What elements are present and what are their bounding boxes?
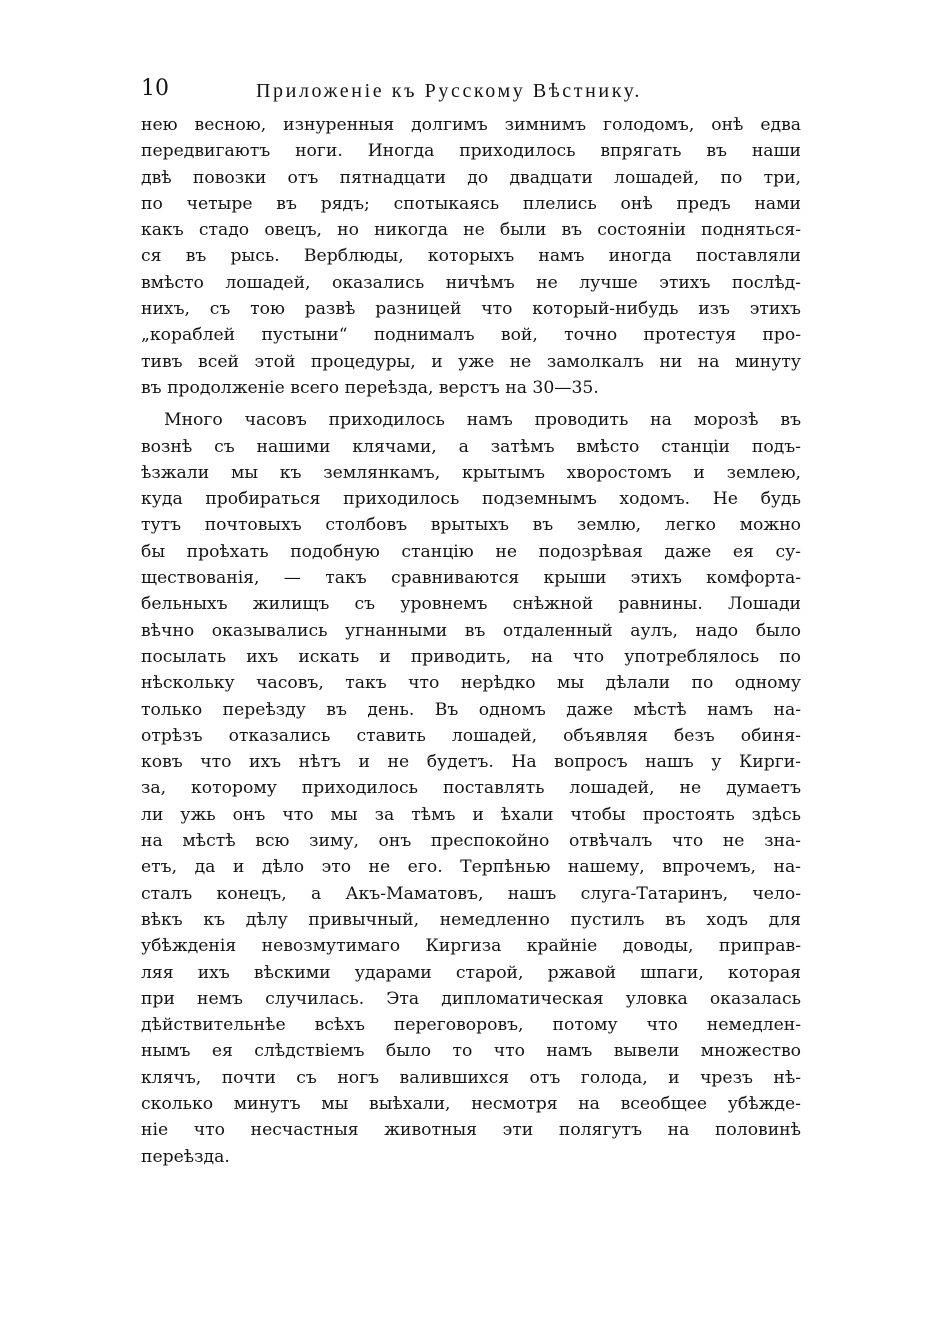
text-line: Много часовъ приходилось намъ проводить на морозѣ въ [164,410,801,431]
text-line: только переѣзду въ день. Въ одномъ даже мѣстѣ намъ на- [141,699,801,720]
paragraph [141,407,801,1170]
text-line: на мѣстѣ всю зиму, онъ преспокойно отвѣчалъ что не зна- [141,831,801,852]
text-line: ніе что несчастныя животныя эти полягутъ на половинѣ [141,1120,801,1141]
text-line: вѣкъ къ дѣлу привычный, немедленно пустилъ въ ходъ для [141,909,801,930]
text-line: ществованія, — такъ сравниваются крыши этихъ комфорта- [141,568,801,589]
text-line: „кораблей пустыни“ поднималъ вой, точно протестуя про- [141,325,801,346]
text-line: ковъ что ихъ нѣтъ и не будетъ. На вопросъ нашъ у Кирги- [141,752,801,773]
text-line: нѣскольку часовъ, такъ что нерѣдко мы дѣлали по одному [141,673,801,694]
text-line: ли ужь онъ что мы за тѣмъ и ѣхали чтобы простоять здѣсь [141,804,801,825]
text-line: сталъ конецъ, а Акъ-Маматовъ, нашъ слуга-Татаринъ, чело- [141,883,801,904]
text-line: нею весною, изнуренныя долгимъ зимнимъ голодомъ, онѣ едва [141,115,801,135]
text-line: посылать ихъ искать и приводить, на что употреблялось по [141,646,801,667]
page-number: 10 [141,76,169,101]
text-line: вмѣсто лошадей, оказались ничѣмъ не лучше этихъ послѣд- [141,272,801,293]
text-line: тутъ почтовыхъ столбовъ врытыхъ въ землю, легко можно [141,515,801,536]
text-line: вѣчно оказывались угнанными въ отдаленный аулъ, надо было [141,620,801,641]
text-line: какъ стадо овецъ, но никогда не были въ состояніи подняться- [141,220,801,241]
text-line: нихъ, съ тою развѣ разницей что который-нибудь изъ этихъ [141,299,801,320]
running-title: Приложеніе къ Русскому Вѣстнику. [256,80,642,102]
text-line: бы проѣхать подобную станцію не подозрѣвая даже ея су- [141,541,801,562]
text-line: переѣзда. [141,1146,230,1167]
text-line: убѣжденія невозмутимаго Киргиза крайніе доводы, приправ- [141,936,801,957]
text-line: ляя ихъ вѣскими ударами старой, ржавой шпаги, которая [141,962,801,983]
text-line: етъ, да и дѣло это не его. Терпѣнью нашему, впрочемъ, на- [141,857,801,878]
text-line: нымъ ея слѣдствіемъ было то что намъ вывели множество [141,1041,801,1062]
text-line: въ продолженіе всего переѣзда, верстъ на 30—35. [141,377,599,398]
text-line: вознѣ съ нашими клячами, а затѣмъ вмѣсто станціи подъ- [141,436,801,457]
text-line: передвигаютъ ноги. Иногда приходилось впрягать въ наши [141,141,801,162]
text-line: клячъ, почти съ ногъ валившихся отъ голода, и чрезъ нѣ- [141,1067,801,1088]
text-line: за, которому приходилось поставлять лошадей, не думаетъ [141,778,801,799]
text-line: куда пробираться приходилось подземнымъ ходомъ. Не будь [141,489,801,510]
paragraph [141,112,801,401]
text-line: отрѣзъ отказались ставить лошадей, объявляя безъ обиня- [141,725,801,746]
text-line: ѣзжали мы къ землянкамъ, крытымъ хворостомъ и землею, [141,462,801,483]
text-line: двѣ повозки отъ пятнадцати до двадцати лошадей, по три, [141,167,801,188]
body-text [141,112,801,1170]
text-line: дѣйствительнѣе всѣхъ переговоровъ, потому что немедлен- [141,1015,801,1036]
text-line: тивъ всей этой процедуры, и уже не замолкалъ ни на минуту [141,351,801,372]
text-line: сколько минутъ мы выѣхали, несмотря на всеобщее убѣжде- [141,1093,801,1114]
text-line: ся въ рысь. Верблюды, которыхъ намъ иногда поставляли [141,246,801,267]
text-line: при немъ случилась. Эта дипломатическая уловка оказалась [141,988,801,1009]
page-header [141,76,801,106]
text-line: по четыре въ рядъ; спотыкаясь плелись онѣ предъ нами [141,193,801,214]
text-line: бельныхъ жилищъ съ уровнемъ снѣжной равнины. Лошади [141,594,801,615]
